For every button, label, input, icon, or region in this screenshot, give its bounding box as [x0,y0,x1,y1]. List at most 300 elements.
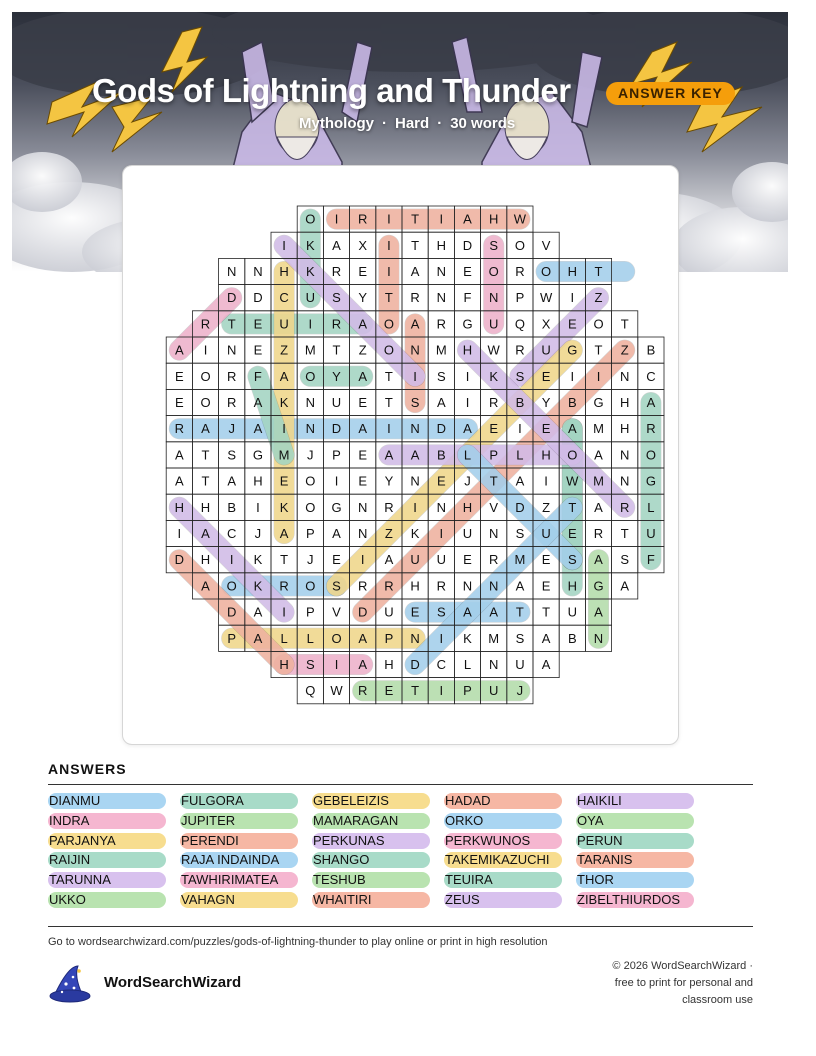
grid-letter: O [305,578,316,594]
grid-letter: A [358,657,368,672]
grid-letter: I [439,211,444,227]
grid-letter: N [436,499,446,515]
grid-letter: O [541,264,552,279]
grid-letter: A [541,657,551,672]
grid-letter: I [570,290,575,306]
grid-letter: U [384,604,394,620]
wizard-hat-icon [48,962,94,1004]
answer-item: ZEUS [444,892,562,908]
grid-letter: R [646,421,656,437]
grid-letter: O [226,578,237,594]
answer-item: TARUNNA [48,872,166,888]
answer-item: TEUIRA [444,872,562,888]
answer-item: TAKEMIKAZUCHI [444,852,562,868]
grid-letter: I [465,368,470,384]
grid-letter: T [411,211,420,227]
grid-letter: R [515,264,525,279]
grid-letter: G [462,316,473,332]
grid-letter: K [410,526,420,541]
answer-item: THOR [576,872,694,888]
grid-letter: I [413,499,417,515]
grid-letter: N [620,368,630,384]
grid-letter: T [384,395,393,410]
grid-letter: R [436,316,446,332]
grid-letter: E [541,421,551,437]
grid-letter: T [411,237,420,253]
grid-letter: A [594,604,603,620]
grid-letter: T [384,368,393,384]
grid-letter: E [567,316,577,332]
grid-letter: O [305,499,316,515]
grid-letter: A [384,552,394,568]
grid-letter: H [567,264,577,279]
answer-item: ZIBELTHIURDOS [576,892,694,908]
grid-letter: U [515,657,525,672]
answer-item: RAIJIN [48,852,166,868]
grid-letter: D [410,657,420,672]
grid-letter: A [253,395,263,410]
grid-letter: I [439,526,444,541]
answer-item: FULGORA [180,793,298,809]
grid-letter: L [516,447,524,463]
grid-letter: H [567,578,577,594]
grid-letter: E [358,473,368,489]
grid-letter: E [358,395,368,410]
grid-letter: U [567,604,577,620]
answer-item: ORKO [444,813,562,829]
grid-letter: B [436,447,446,463]
grid-letter: E [463,552,472,568]
grid-letter: O [488,264,499,279]
grid-letter: H [253,473,263,489]
grid-letter: E [358,264,368,279]
grid-letter: O [200,368,211,384]
grid-letter: A [646,395,656,410]
grid-letter: E [332,552,341,568]
grid-letter: N [436,264,446,279]
grid-letter: H [384,657,394,672]
grid-letter: S [489,237,499,253]
grid-letter: A [174,342,184,358]
grid-letter: E [541,578,551,594]
grid-letter: I [308,316,313,332]
grid-letter: O [383,316,394,332]
grid-letter: U [410,552,420,568]
grid-letter: E [253,342,263,358]
grid-letter: S [515,526,525,541]
grid-letter: N [358,526,368,541]
grid-letter: N [436,290,446,306]
answer-item: RAJA INDAINDA [180,852,298,868]
grid-letter: K [253,578,263,594]
grid-letter: O [305,368,316,384]
grid-letter: H [200,499,211,515]
grid-letter: N [410,473,420,489]
grid-letter: O [305,211,316,227]
grid-letter: R [200,316,211,332]
grid-letter: L [280,630,288,646]
grid-letter: I [387,264,391,279]
grid-letter: B [646,342,656,358]
grid-letter: K [489,368,499,384]
grid-letter: D [358,604,368,620]
grid-letter: M [304,342,316,358]
grid-letter: A [201,578,210,594]
grid-letter: R [358,211,368,227]
grid-letter: R [331,264,342,279]
grid-letter: A [253,421,263,437]
grid-letter: T [227,316,236,332]
grid-letter: C [227,526,237,541]
grid-letter: N [462,578,473,594]
grid-letter: X [358,237,368,253]
grid-letter: N [227,342,237,358]
grid-letter: K [305,264,315,279]
answers-heading: ANSWERS [48,761,127,777]
grid-letter: N [227,264,237,279]
grid-letter: Q [305,683,316,699]
grid-letter: N [489,578,499,594]
grid-letter: O [645,447,656,463]
answer-item: HAIKILI [576,793,694,809]
grid-letter: A [463,421,472,437]
grid-letter: P [227,630,237,646]
answer-item: WHAITIRI [312,892,430,908]
answer-item: TARANIS [576,852,694,868]
grid-letter: A [358,630,368,646]
grid-letter: A [332,526,341,541]
grid-letter: S [620,552,630,568]
grid-letter: S [436,368,446,384]
grid-letter: W [487,342,500,358]
grid-letter: K [305,237,315,253]
grid-letter: E [279,473,289,489]
grid-letter: Z [280,342,289,358]
grid-letter: D [174,552,184,568]
grid-letter: O [593,316,604,332]
grid-letter: J [307,447,314,463]
grid-letter: R [331,316,342,332]
grid-letter: L [463,447,472,463]
grid-letter: A [594,552,603,568]
grid-letter: I [387,237,391,253]
grid-letter: Y [384,473,394,489]
answer-item: VAHAGN [180,892,298,908]
copyright-line: free to print for personal and [614,977,753,989]
grid-letter: L [306,630,314,646]
grid-letter: V [332,604,341,620]
grid-letter: D [331,421,342,437]
grid-letter: I [439,683,444,699]
grid-letter: T [201,447,210,463]
grid-letter: A [384,447,394,463]
grid-letter: P [305,526,315,541]
grid-letter: I [596,368,601,384]
grid-letter: B [227,499,237,515]
copyright-line: © 2026 WordSearchWizard · [612,960,753,972]
answer-key-badge: ANSWER KEY [606,82,735,105]
grid-letter: H [541,447,551,463]
footer-divider [48,926,753,927]
copyright-notice [573,958,753,1009]
grid-letter: I [439,630,444,646]
grid-letter: A [174,473,184,489]
grid-letter: A [489,604,499,620]
grid-letter: U [541,526,551,541]
grid-letter: A [332,237,341,253]
grid-letter: Q [514,316,525,332]
answer-item: SHANGO [312,852,430,868]
grid-letter: H [410,578,420,594]
grid-letter: Y [358,290,368,306]
grid-letter: T [594,264,603,279]
grid-letter: A [463,211,472,227]
grid-letter: M [514,552,526,568]
grid-letter: H [489,211,499,227]
grid-letter: N [358,499,368,515]
grid-letter: N [410,342,420,358]
grid-letter: D [462,237,473,253]
grid-letter: C [646,368,656,384]
grid-letter: A [620,578,630,594]
grid-letter: G [645,473,656,489]
grid-letter: D [436,421,446,437]
grid-letter: R [279,578,289,594]
grid-letter: O [383,342,394,358]
puzzle-meta: Mythology · Hard · 30 words [299,115,516,132]
grid-letter: E [489,421,499,437]
grid-letter: A [541,630,551,646]
grid-letter: R [358,578,368,594]
grid-letter: N [489,526,499,541]
grid-letter: D [227,290,237,306]
grid-letter: R [489,552,499,568]
grid-letter: K [279,395,289,410]
grid-letter: E [358,447,368,463]
grid-letter: R [358,683,368,699]
grid-letter: T [568,499,577,515]
grid-letter: O [331,630,342,646]
grid-letter: E [463,264,472,279]
grid-letter: N [489,290,499,306]
answer-item: DIANMU [48,793,166,809]
grid-letter: R [620,499,630,515]
answer-item: TAWHIRIMATEA [180,872,298,888]
grid-letter: P [332,447,341,463]
grid-letter: A [594,499,603,515]
grid-letter: A [436,395,446,410]
grid-letter: A [515,473,525,489]
grid-letter: I [334,211,339,227]
grid-letter: F [463,290,472,306]
grid-letter: E [410,604,420,620]
grid-letter: I [387,211,391,227]
grid-letter: A [358,368,368,384]
grid-letter: I [360,552,365,568]
grid-letter: B [515,395,525,410]
grid-letter: O [200,395,211,410]
grid-letter: P [384,630,394,646]
answer-item: OYA [576,813,694,829]
grid-letter: U [331,395,342,410]
grid-letter: T [515,604,524,620]
grid-letter: K [463,630,472,646]
grid-letter: I [282,237,286,253]
grid-letter: I [544,473,548,489]
grid-letter: W [513,211,527,227]
grid-letter: H [462,499,473,515]
grid-letter: T [620,526,629,541]
answer-item: MAMARAGAN [312,813,430,829]
grid-letter: N [305,395,315,410]
grid-letter: I [282,421,286,437]
grid-letter: S [436,604,446,620]
grid-letter: N [489,657,499,672]
grid-letter: V [541,237,551,253]
copyright-line: classroom use [682,994,753,1006]
answer-item: GEBELEIZIS [312,793,430,809]
grid-letter: N [620,447,630,463]
footer-link[interactable]: Go to wordsearchwizard.com/puzzles/gods-of-lightning-thunder to play online or print in high resolution [48,936,548,948]
grid-letter: S [567,552,577,568]
grid-letter: C [279,290,289,306]
grid-letter: S [515,368,525,384]
grid-letter: T [280,552,289,568]
grid-letter: G [252,447,263,463]
grid-letter: J [228,421,235,437]
grid-letter: C [436,657,446,672]
grid-letter: V [489,499,499,515]
grid-letter: A [279,368,289,384]
grid-letter: I [518,421,522,437]
grid-letter: A [174,447,184,463]
grid-letter: T [201,473,210,489]
grid-letter: A [410,447,420,463]
grid-letter: R [227,395,237,410]
grid-letter: L [463,657,472,672]
grid-letter: U [305,290,315,306]
grid-letter: A [201,526,210,541]
grid-letter: H [436,237,446,253]
grid-letter: Y [541,395,551,410]
grid-letter: I [570,368,575,384]
grid-letter: A [515,578,525,594]
word-search-grid [123,166,680,746]
grid-letter: M [593,473,604,489]
grid-letter: L [647,499,655,515]
answer-item: TESHUB [312,872,430,888]
grid-letter: E [541,368,551,384]
grid-letter: E [174,395,184,410]
grid-letter: N [410,421,420,437]
grid-letter: O [514,237,525,253]
brand-name: WordSearchWizard [104,974,242,991]
grid-letter: W [539,290,553,306]
grid-letter: R [227,368,237,384]
page-title: Gods of Lightning and Thunder [92,72,571,109]
grid-letter: Z [384,526,393,541]
grid-letter: D [253,290,263,306]
grid-letter: X [541,316,551,332]
grid-letter: I [465,395,470,410]
grid-letter: F [253,368,262,384]
grid-letter: R [410,290,420,306]
grid-letter: T [384,290,393,306]
grid-letter: S [332,290,341,306]
grid-letter: U [541,342,551,358]
grid-letter: S [332,578,341,594]
grid-letter: I [413,368,417,384]
grid-letter: E [436,473,446,489]
grid-letter: I [177,526,182,541]
grid-letter: O [567,447,578,463]
puzzle-card [122,165,679,745]
grid-letter: Z [594,290,603,306]
answer-item: HADAD [444,793,562,809]
grid-letter: P [515,290,525,306]
grid-letter: A [201,421,210,437]
grid-letter: G [593,395,604,410]
grid-letter: I [256,499,260,515]
grid-letter: S [410,395,420,410]
grid-letter: R [384,499,394,515]
grid-letter: A [567,421,577,437]
grid-letter: T [489,473,498,489]
grid-letter: T [620,316,629,332]
grid-letter: H [279,264,289,279]
grid-letter: M [435,342,447,358]
grid-letter: E [567,526,577,541]
answer-item: JUPITER [180,813,298,829]
grid-letter: W [566,473,579,489]
grid-letter: N [620,473,630,489]
grid-letter: B [567,395,577,410]
grid-letter: M [488,630,500,646]
grid-letter: I [229,552,234,568]
grid-letter: R [174,421,184,437]
grid-letter: N [593,630,604,646]
difficulty-label: Hard [395,115,430,132]
grid-letter: J [464,473,471,489]
grid-letter: A [358,316,368,332]
grid-letter: I [334,657,339,672]
grid-letter: Y [332,368,341,384]
grid-letter: W [330,683,343,699]
grid-letter: P [463,683,472,699]
grid-letter: A [227,473,237,489]
grid-letter: I [282,604,286,620]
grid-letter: A [410,316,420,332]
answer-item: PARJANYA [48,833,166,849]
grid-letter: G [593,578,604,594]
answers-divider [48,784,753,785]
grid-letter: K [279,499,289,515]
grid-letter: Z [542,499,551,515]
grid-letter: H [174,499,184,515]
grid-letter: T [332,342,341,358]
grid-letter: A [463,604,472,620]
grid-letter: P [489,447,499,463]
grid-letter: E [384,683,394,699]
grid-letter: A [253,604,263,620]
grid-letter: H [620,395,630,410]
grid-letter: T [411,683,420,699]
grid-letter: N [410,630,420,646]
answer-item: UKKO [48,892,166,908]
answer-item: PERUN [576,833,694,849]
grid-letter: O [305,473,316,489]
grid-letter: R [436,578,446,594]
